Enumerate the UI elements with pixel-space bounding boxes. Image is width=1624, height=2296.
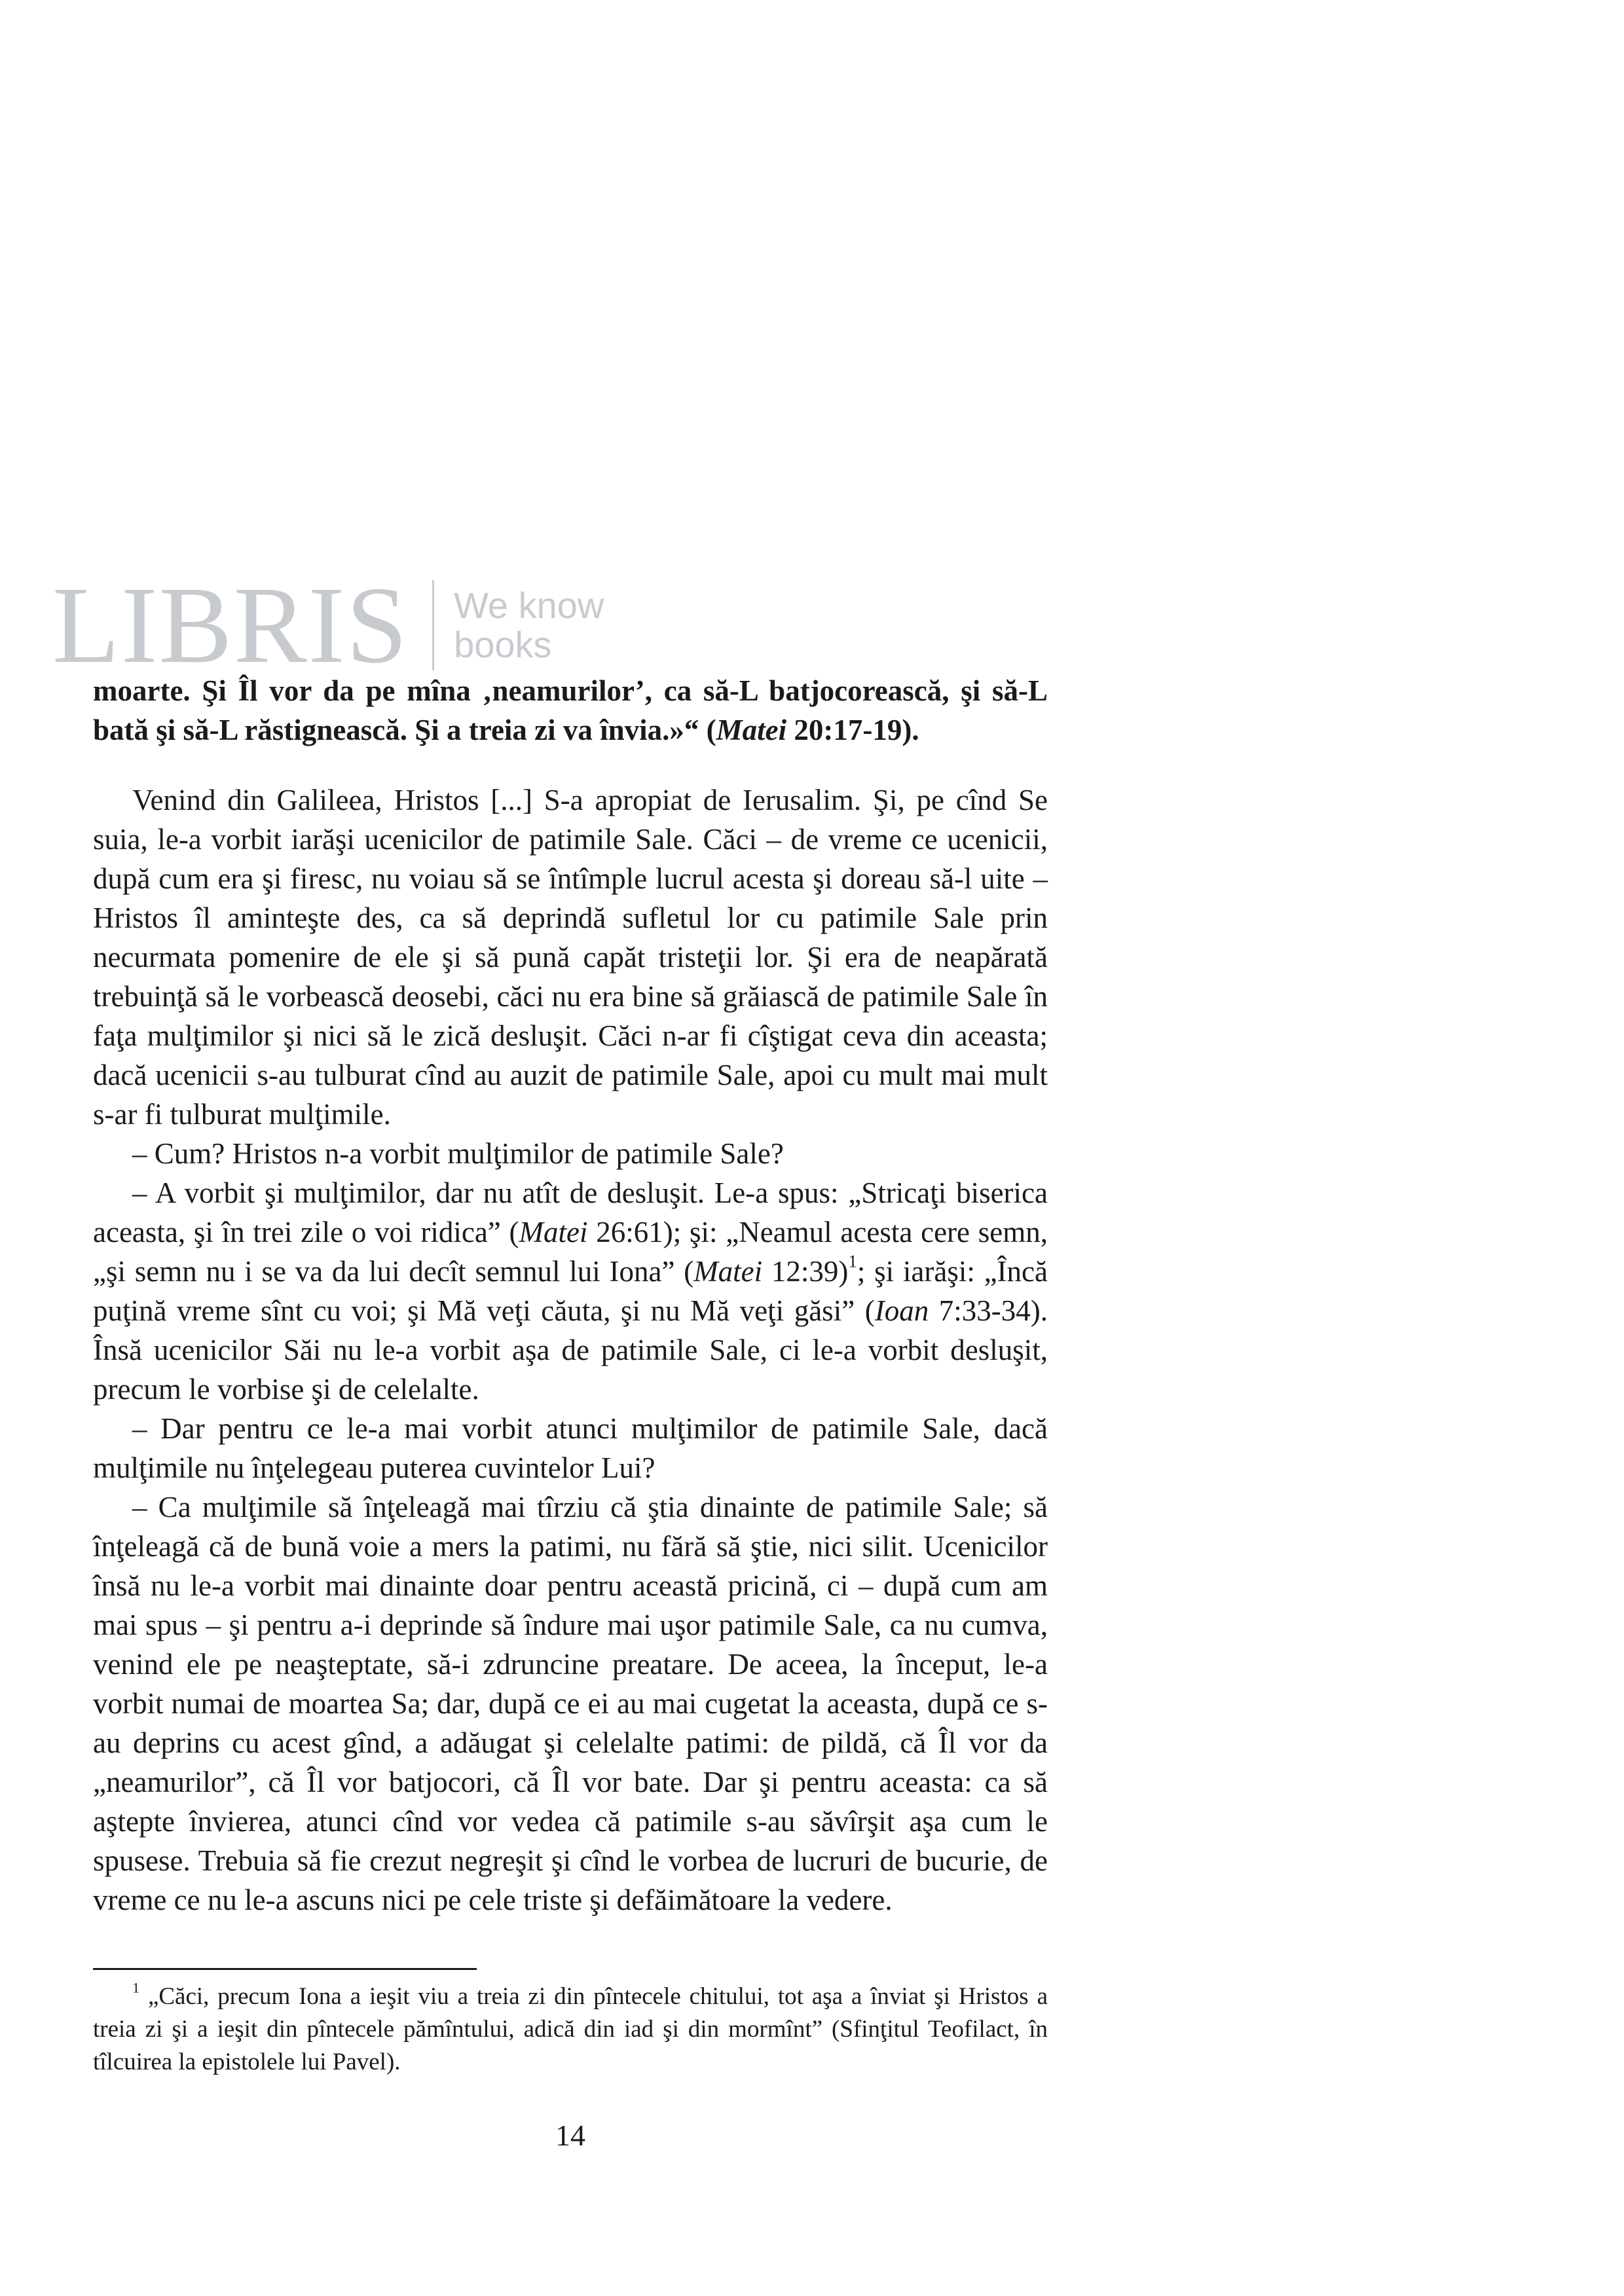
intro-ref-rest: 20:17-19). [786,714,919,746]
p3-part-d: ; şi iarăşi: „Încă puţină vreme sînt cu voi; şi Mă veţi căuta, şi nu Mă veţi găsi” ( [93,1255,1048,1327]
libris-watermark [52,564,604,686]
main-text [93,780,1048,1920]
footnote-1 [93,1980,1048,2079]
paragraph-5: – Ca mulţimile să înţeleagă mai tîrziu că ştia dinainte de patimile Sale; să înţeleagă că de bună voie a mers la patimi, nu fără să ştie, nici silit. Ucenicilor însă nu le-a vorbit mai dinainte doar pentru această pricină, ci – după cum am mai spus – şi pentru a-i deprinde să îndure mai uşor patimile Sale, ca nu cumva, venind ele pe neaşteptate, să-i zdruncine preatare. De aceea, la început, le-a vorbit numai de moartea Sa; dar, după ce ei au mai cugetat la aceasta, după ce s-au deprins cu acest gînd, a adăugat şi celelalte patimi: de pildă, că Îl vor da „neamurilor”, că Îl vor batjocori, că Îl vor bate. Dar şi pentru aceasta: ca să aştepte învierea, atunci cînd vor vedea că patimile s-au săvîrşit aşa cum le spusese. Trebuia să fie crezut negreşit şi cînd le vorbea de lucruri de bucurie, de vreme ce nu le-a ascuns nici pe cele triste şi defăimătoare la vedere. [93,1491,1048,1916]
p3-part-c: 12:39) [762,1255,849,1288]
footnote-number: 1 [132,1979,140,1996]
intro-ref-book: Matei [716,714,787,746]
intro-paragraph [93,671,1048,750]
p3-ref1: Matei [519,1216,588,1248]
tagline-line-2: books [454,624,552,665]
intro-text: moarte. Şi Îl vor da pe mîna ‚neamurilor’, ca să-L batjocorească, şi să-L bată şi să-L răstignească. Şi a treia zi va învia.»“ ( [93,674,1048,746]
paragraph-4: – Dar pentru ce le-a mai vorbit atunci mulţimilor de patimile Sale, dacă mulţimile nu înţelegeau puterea cuvintelor Lui? [93,1412,1048,1484]
tagline-line-1: We know [454,585,604,626]
p3-ref2: Matei [693,1255,763,1288]
intro-quote [93,671,1048,750]
p3-part-b: 26:61); şi: „Neamul acesta cere semn, „şi semn nu i se va da lui decît semnul lui Iona” ( [93,1216,1048,1288]
p3-part-a: – A vorbit şi mulţimilor, dar nu atît de desluşit. Le-a spus: „Stricaţi biserica aceasta, şi în trei zile o voi ridica” ( [93,1176,1048,1248]
watermark-tagline [454,585,604,666]
paragraph-1: Venind din Galileea, Hristos [...] S-a apropiat de Ierusalim. Şi, pe cînd Se suia, le-a vorbit iarăşi ucenicilor de patimile Sale. Căci – de vreme ce ucenicii, după cum era şi firesc, nu voiau să se întîmple lucrul acesta şi doreau să-l uite – Hristos îl aminteşte des, ca să deprindă sufletul lor cu patimile Sale prin necurmata pomenire de ele şi să pună capăt tristeţii lor. Şi era de neapărată trebuinţă să le vorbească deosebi, căci nu era bine să grăiască de patimile Sale în faţa mulţimilor şi nici să le zică desluşit. Căci n-ar fi cîştigat ceva din aceasta; dacă ucenicii s-au tulburat cînd au auzit de patimile Sale, apoi cu mult mai mult s-ar fi tulburat mulţimile. [93,784,1048,1131]
paragraph-3 [93,1173,1048,1409]
page-number: 14 [555,2119,585,2152]
p3-part-e: 7:33-34). Însă ucenicilor Săi nu le-a vorbit aşa de patimile Sale, ci le-a vorbit desluşit, precum le vorbise şi de celelalte. [93,1294,1048,1406]
footnotes [93,1980,1048,2079]
p3-ref3: Ioan [874,1294,929,1327]
paragraph-2: – Cum? Hristos n-a vorbit mulţimilor de patimile Sale? [132,1137,784,1170]
watermark-divider [432,580,434,670]
footnote-marker[interactable]: 1 [848,1251,857,1271]
libris-logo: LIBRIS [52,564,409,686]
footnote-separator [93,1968,477,1970]
footnote-text: „Căci, precum Iona a ieşit viu a treia zi din pîntecele chitului, tot aşa a înviat şi Hristos a treia zi şi a ieşit din pîntecele pămîntului, adică din iad şi din mormînt” (Sfinţitul Teofilact, în tîlcuirea la epistolele lui Pavel). [93,1983,1048,2075]
